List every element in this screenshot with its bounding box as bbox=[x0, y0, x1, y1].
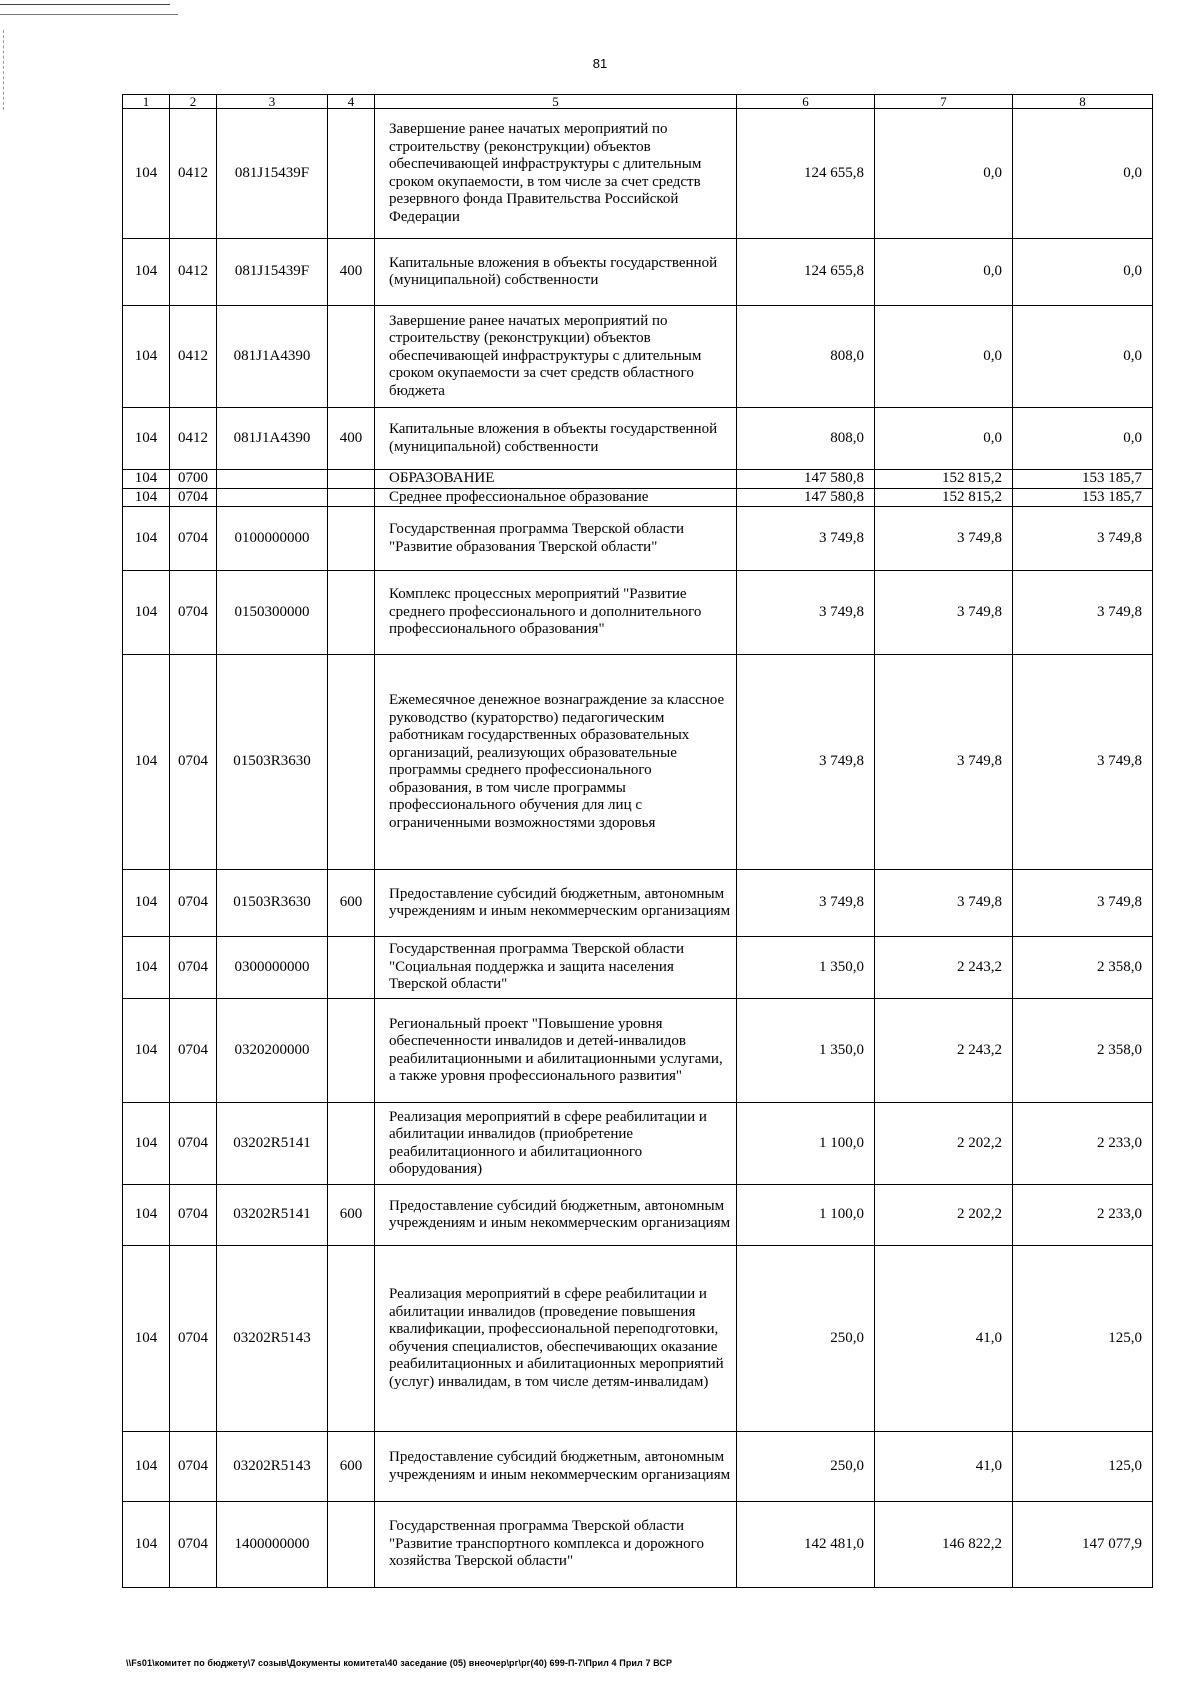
ministry-code: 104 bbox=[123, 239, 170, 306]
amount-col8: 0,0 bbox=[1013, 109, 1153, 239]
item-description: Региональный проект "Повышение уровня обеспеченности инвалидов и детей-инвалидов реабилитационными и абилитационными услугами, а также уровня профессионального развития" bbox=[375, 999, 737, 1103]
table-row bbox=[123, 1185, 1153, 1246]
expense-type-code bbox=[328, 488, 375, 507]
table-row bbox=[123, 571, 1153, 655]
column-header: 5 bbox=[375, 95, 737, 109]
section-code: 0704 bbox=[170, 1502, 217, 1588]
table-row bbox=[123, 1502, 1153, 1588]
amount-col6: 1 350,0 bbox=[737, 937, 875, 999]
amount-col6: 3 749,8 bbox=[737, 571, 875, 655]
target-article-code: 1400000000 bbox=[217, 1502, 328, 1588]
scan-edge-line bbox=[0, 14, 178, 15]
amount-col6: 147 580,8 bbox=[737, 470, 875, 489]
target-article-code: 03202R5141 bbox=[217, 1103, 328, 1185]
section-code: 0704 bbox=[170, 488, 217, 507]
item-description: Капитальные вложения в объекты государственной (муниципальной) собственности bbox=[375, 239, 737, 306]
column-header: 3 bbox=[217, 95, 328, 109]
target-article-code: 081J1A4390 bbox=[217, 306, 328, 408]
target-article-code: 01503R3630 bbox=[217, 655, 328, 870]
target-article-code bbox=[217, 470, 328, 489]
amount-col7: 3 749,8 bbox=[875, 655, 1013, 870]
target-article-code: 0150300000 bbox=[217, 571, 328, 655]
section-code: 0704 bbox=[170, 1185, 217, 1246]
section-code: 0412 bbox=[170, 408, 217, 470]
column-header: 1 bbox=[123, 95, 170, 109]
amount-col6: 808,0 bbox=[737, 306, 875, 408]
table-row bbox=[123, 655, 1153, 870]
amount-col6: 147 580,8 bbox=[737, 488, 875, 507]
amount-col7: 41,0 bbox=[875, 1246, 1013, 1432]
ministry-code: 104 bbox=[123, 306, 170, 408]
amount-col8: 2 358,0 bbox=[1013, 999, 1153, 1103]
amount-col7: 152 815,2 bbox=[875, 488, 1013, 507]
ministry-code: 104 bbox=[123, 870, 170, 937]
column-header: 4 bbox=[328, 95, 375, 109]
target-article-code: 081J15439F bbox=[217, 109, 328, 239]
target-article-code: 0300000000 bbox=[217, 937, 328, 999]
amount-col7: 2 243,2 bbox=[875, 937, 1013, 999]
target-article-code bbox=[217, 488, 328, 507]
amount-col8: 3 749,8 bbox=[1013, 507, 1153, 571]
ministry-code: 104 bbox=[123, 507, 170, 571]
amount-col8: 125,0 bbox=[1013, 1432, 1153, 1502]
ministry-code: 104 bbox=[123, 1103, 170, 1185]
table-row bbox=[123, 507, 1153, 571]
expense-type-code: 600 bbox=[328, 1185, 375, 1246]
amount-col8: 0,0 bbox=[1013, 239, 1153, 306]
table-row bbox=[123, 870, 1153, 937]
column-header: 6 bbox=[737, 95, 875, 109]
expense-type-code bbox=[328, 306, 375, 408]
target-article-code: 081J15439F bbox=[217, 239, 328, 306]
section-code: 0704 bbox=[170, 1432, 217, 1502]
item-description: Государственная программа Тверской области "Развитие образования Тверской области" bbox=[375, 507, 737, 571]
amount-col7: 0,0 bbox=[875, 408, 1013, 470]
section-code: 0704 bbox=[170, 1246, 217, 1432]
section-code: 0704 bbox=[170, 655, 217, 870]
amount-col7: 0,0 bbox=[875, 239, 1013, 306]
amount-col7: 41,0 bbox=[875, 1432, 1013, 1502]
expense-type-code: 600 bbox=[328, 1432, 375, 1502]
table-row bbox=[123, 470, 1153, 489]
target-article-code: 03202R5143 bbox=[217, 1432, 328, 1502]
table-row bbox=[123, 937, 1153, 999]
section-code: 0412 bbox=[170, 306, 217, 408]
item-description: Среднее профессиональное образование bbox=[375, 488, 737, 507]
amount-col8: 3 749,8 bbox=[1013, 571, 1153, 655]
item-description: Комплекс процессных мероприятий "Развитие среднего профессионального и дополнительного профессионального образования" bbox=[375, 571, 737, 655]
ministry-code: 104 bbox=[123, 109, 170, 239]
expense-type-code: 600 bbox=[328, 870, 375, 937]
expense-type-code bbox=[328, 937, 375, 999]
table-row bbox=[123, 1432, 1153, 1502]
table-row bbox=[123, 488, 1153, 507]
section-code: 0704 bbox=[170, 999, 217, 1103]
item-description: Реализация мероприятий в сфере реабилитации и абилитации инвалидов (приобретение реабилитационного и абилитационного оборудования) bbox=[375, 1103, 737, 1185]
amount-col6: 1 100,0 bbox=[737, 1185, 875, 1246]
amount-col6: 124 655,8 bbox=[737, 109, 875, 239]
amount-col8: 153 185,7 bbox=[1013, 470, 1153, 489]
item-description: Государственная программа Тверской области "Социальная поддержка и защита населения Тверской области" bbox=[375, 937, 737, 999]
item-description: Капитальные вложения в объекты государственной (муниципальной) собственности bbox=[375, 408, 737, 470]
amount-col8: 3 749,8 bbox=[1013, 870, 1153, 937]
amount-col7: 3 749,8 bbox=[875, 507, 1013, 571]
ministry-code: 104 bbox=[123, 488, 170, 507]
section-code: 0704 bbox=[170, 571, 217, 655]
ministry-code: 104 bbox=[123, 1246, 170, 1432]
ministry-code: 104 bbox=[123, 937, 170, 999]
amount-col6: 250,0 bbox=[737, 1432, 875, 1502]
expense-type-code: 400 bbox=[328, 239, 375, 306]
table-row bbox=[123, 1103, 1153, 1185]
expense-type-code bbox=[328, 999, 375, 1103]
table-row bbox=[123, 239, 1153, 306]
file-path-footer: \\Fs01\комитет по бюджету\7 созыв\Документы комитета\40 заседание (05) внеочер\рг\рг(40) 699-П-7\Прил 4 Прил 7 ВСР bbox=[126, 1658, 673, 1668]
ministry-code: 104 bbox=[123, 1502, 170, 1588]
item-description: Завершение ранее начатых мероприятий по строительству (реконструкции) объектов обеспечивающей инфраструктуры с длительным сроком окупаемости, в том числе за счет средств резервного фонда Правительства Российской Федерации bbox=[375, 109, 737, 239]
item-description: Предоставление субсидий бюджетным, автономным учреждениям и иным некоммерческим организациям bbox=[375, 870, 737, 937]
column-header: 7 bbox=[875, 95, 1013, 109]
item-description: Государственная программа Тверской области "Развитие транспортного комплекса и дорожного хозяйства Тверской области" bbox=[375, 1502, 737, 1588]
amount-col7: 0,0 bbox=[875, 109, 1013, 239]
section-code: 0412 bbox=[170, 239, 217, 306]
amount-col8: 153 185,7 bbox=[1013, 488, 1153, 507]
page-number: 81 bbox=[592, 56, 608, 71]
amount-col7: 152 815,2 bbox=[875, 470, 1013, 489]
target-article-code: 03202R5143 bbox=[217, 1246, 328, 1432]
section-code: 0704 bbox=[170, 1103, 217, 1185]
expense-type-code: 400 bbox=[328, 408, 375, 470]
item-description: Реализация мероприятий в сфере реабилитации и абилитации инвалидов (проведение повышения квалификации, профессиональной переподготовки, обучения специалистов, обеспечивающих оказание реабилитационных и абилитационных мероприятий (услуг) инвалидам, в том числе детям-инвалидам) bbox=[375, 1246, 737, 1432]
column-header: 8 bbox=[1013, 95, 1153, 109]
amount-col8: 2 233,0 bbox=[1013, 1103, 1153, 1185]
table-row bbox=[123, 109, 1153, 239]
expense-type-code bbox=[328, 571, 375, 655]
table-row bbox=[123, 1246, 1153, 1432]
amount-col8: 0,0 bbox=[1013, 306, 1153, 408]
section-code: 0704 bbox=[170, 870, 217, 937]
ministry-code: 104 bbox=[123, 1185, 170, 1246]
amount-col7: 3 749,8 bbox=[875, 571, 1013, 655]
amount-col6: 3 749,8 bbox=[737, 655, 875, 870]
table-row bbox=[123, 999, 1153, 1103]
item-description: Предоставление субсидий бюджетным, автономным учреждениям и иным некоммерческим организациям bbox=[375, 1185, 737, 1246]
amount-col6: 1 350,0 bbox=[737, 999, 875, 1103]
target-article-code: 0320200000 bbox=[217, 999, 328, 1103]
item-description: Предоставление субсидий бюджетным, автономным учреждениям и иным некоммерческим организациям bbox=[375, 1432, 737, 1502]
expense-type-code bbox=[328, 1246, 375, 1432]
amount-col8: 2 233,0 bbox=[1013, 1185, 1153, 1246]
amount-col7: 2 202,2 bbox=[875, 1185, 1013, 1246]
amount-col6: 1 100,0 bbox=[737, 1103, 875, 1185]
section-code: 0700 bbox=[170, 470, 217, 489]
ministry-code: 104 bbox=[123, 470, 170, 489]
amount-col6: 808,0 bbox=[737, 408, 875, 470]
item-description: Ежемесячное денежное вознаграждение за классное руководство (кураторство) педагогическим работникам государственных образовательных организаций, реализующих образовательные программы среднего профессионального образования, в том числе программы профессионального обучения для лиц с ограниченными возможностями здоровья bbox=[375, 655, 737, 870]
item-description: ОБРАЗОВАНИЕ bbox=[375, 470, 737, 489]
ministry-code: 104 bbox=[123, 1432, 170, 1502]
target-article-code: 01503R3630 bbox=[217, 870, 328, 937]
target-article-code: 03202R5141 bbox=[217, 1185, 328, 1246]
amount-col7: 2 202,2 bbox=[875, 1103, 1013, 1185]
amount-col8: 2 358,0 bbox=[1013, 937, 1153, 999]
amount-col7: 146 822,2 bbox=[875, 1502, 1013, 1588]
expense-type-code bbox=[328, 109, 375, 239]
amount-col6: 250,0 bbox=[737, 1246, 875, 1432]
ministry-code: 104 bbox=[123, 655, 170, 870]
amount-col6: 142 481,0 bbox=[737, 1502, 875, 1588]
amount-col8: 3 749,8 bbox=[1013, 655, 1153, 870]
table-row bbox=[123, 306, 1153, 408]
expense-type-code bbox=[328, 470, 375, 489]
table-row bbox=[123, 408, 1153, 470]
scan-edge-line bbox=[0, 4, 170, 5]
section-code: 0704 bbox=[170, 507, 217, 571]
amount-col7: 3 749,8 bbox=[875, 870, 1013, 937]
column-header: 2 bbox=[170, 95, 217, 109]
ministry-code: 104 bbox=[123, 999, 170, 1103]
target-article-code: 081J1A4390 bbox=[217, 408, 328, 470]
expense-type-code bbox=[328, 655, 375, 870]
budget-table bbox=[122, 94, 1153, 1588]
table-header-row bbox=[123, 95, 1153, 109]
expense-type-code bbox=[328, 1502, 375, 1588]
amount-col6: 3 749,8 bbox=[737, 870, 875, 937]
amount-col8: 125,0 bbox=[1013, 1246, 1153, 1432]
item-description: Завершение ранее начатых мероприятий по строительству (реконструкции) объектов обеспечивающей инфраструктуры с длительным сроком окупаемости за счет средств областного бюджета bbox=[375, 306, 737, 408]
ministry-code: 104 bbox=[123, 408, 170, 470]
amount-col8: 147 077,9 bbox=[1013, 1502, 1153, 1588]
amount-col8: 0,0 bbox=[1013, 408, 1153, 470]
amount-col6: 124 655,8 bbox=[737, 239, 875, 306]
target-article-code: 0100000000 bbox=[217, 507, 328, 571]
amount-col6: 3 749,8 bbox=[737, 507, 875, 571]
expense-type-code bbox=[328, 1103, 375, 1185]
expense-type-code bbox=[328, 507, 375, 571]
ministry-code: 104 bbox=[123, 571, 170, 655]
amount-col7: 2 243,2 bbox=[875, 999, 1013, 1103]
section-code: 0704 bbox=[170, 937, 217, 999]
amount-col7: 0,0 bbox=[875, 306, 1013, 408]
section-code: 0412 bbox=[170, 109, 217, 239]
